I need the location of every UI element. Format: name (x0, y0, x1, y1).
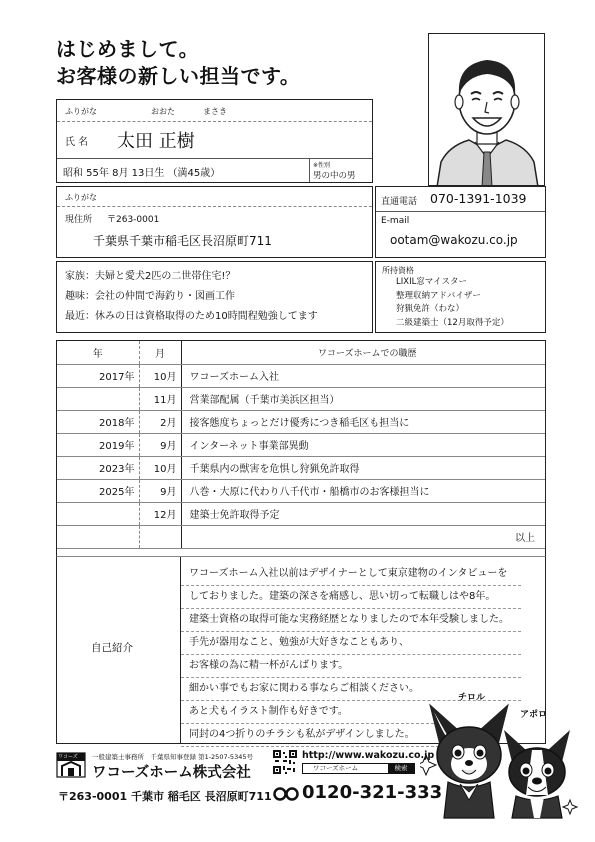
page-heading (56, 36, 300, 90)
name-block (56, 99, 373, 183)
intro-line: お客様の為に精一杯がんばります。 (181, 655, 521, 678)
heading-line-1: はじめまして。 (56, 37, 200, 61)
history-month: 9月 (139, 433, 181, 456)
history-year (57, 387, 139, 410)
history-table (56, 340, 546, 557)
furigana-row (57, 100, 372, 122)
email-label: E-mail (381, 216, 410, 226)
history-text: インターネット事業部異動 (181, 433, 545, 456)
history-end: 以上 (181, 525, 545, 548)
intro-label-cell (57, 557, 181, 743)
history-text: 千葉県内の獣害を危惧し狩猟免許取得 (181, 456, 545, 479)
dog-label-apollo: アポロ (520, 710, 548, 720)
license-item: LIXIL窓マイスター (396, 277, 468, 287)
history-month: 12月 (139, 502, 181, 525)
address-label: 現住所 (65, 215, 93, 225)
address-value: 千葉県千葉市稲毛区長沼原町711 (93, 234, 272, 248)
address-furigana-row (57, 187, 372, 207)
history-text: 八巻・大原に代わり八千代市・船橋市のお客様担当に (181, 479, 545, 502)
history-text: 営業部配属（千葉市美浜区担当） (181, 387, 545, 410)
history-year: 2019年 (57, 433, 139, 456)
intro-line: あと犬もイラスト制作も好きです。 (181, 701, 449, 724)
intro-line: 同封の4つ折りのチラシも私がデザインしました。 (181, 724, 449, 747)
history-row (57, 410, 545, 433)
full-name: 太田 正樹 (117, 131, 195, 152)
history-row (57, 433, 545, 456)
license-label: 所持資格 (382, 266, 414, 275)
history-year: 2018年 (57, 410, 139, 433)
intro-line: しておりました。建築の深さを痛感し、思い切って転職しはや8年。 (181, 586, 521, 609)
intro-label: 自己紹介 (91, 642, 133, 654)
intro-line: 手先が器用なこと、勉強が大好きなこともあり、 (181, 632, 521, 655)
company-address: 〒263-0001 千葉市 稲毛区 長沼原町711 (58, 790, 272, 803)
license-item: 狩猟免許（わな） (396, 304, 465, 314)
contact-block (375, 186, 546, 258)
history-month: 10月 (139, 456, 181, 479)
postal-code: 〒263-0001 (107, 215, 160, 225)
gender-label: ※性別 (313, 162, 331, 169)
furigana-label: ふりがな (65, 107, 97, 116)
portrait-photo (428, 33, 545, 186)
license-registration: 一般建築士事務所 千葉県知事登録 第1-2507-5345号 (92, 753, 253, 761)
address-block (56, 186, 373, 258)
history-text: 接客態度ちょっとだけ優秀につき稲毛区も担当に (181, 410, 545, 433)
history-row (57, 387, 545, 410)
history-row (57, 525, 545, 548)
portrait-illustration (429, 34, 545, 186)
company-name: ワコーズホーム株式会社 (92, 765, 251, 781)
history-month: 2月 (139, 410, 181, 433)
header-year: 年 (57, 341, 139, 364)
name-row (57, 122, 372, 159)
intro-line: 細かい事でもお家に関わる事ならご相談ください。 (181, 678, 521, 701)
search-box[interactable] (302, 763, 415, 774)
dogs-illustration (420, 700, 580, 820)
history-month: 9月 (139, 479, 181, 502)
history-row (57, 456, 545, 479)
heading-line-2: お客様の新しい担当です。 (56, 64, 301, 88)
personal-block (56, 261, 373, 333)
phone-row (376, 187, 545, 212)
company-logo (56, 752, 86, 778)
furigana-family: おおた (151, 107, 175, 116)
dog-label-tirol: チロル (458, 693, 486, 703)
qr-code-icon[interactable] (273, 750, 297, 774)
intro-line: ワコーズホーム入社以前はデザイナーとして東京建物のインタビューを (181, 563, 521, 586)
header-title: ワコーズホームでの職歴 (181, 341, 545, 364)
gender-cell (309, 159, 372, 182)
license-list (396, 276, 509, 330)
history-row (57, 364, 545, 387)
search-button[interactable]: 検索 (388, 764, 414, 773)
phone-number[interactable]: 070-1391-1039 (430, 191, 527, 206)
furigana-given: まさき (203, 107, 227, 116)
email-address[interactable]: ootam@wakozu.co.jp (390, 233, 518, 247)
hobby-line: 趣味：会社の仲間で海釣り・図画工作 (65, 291, 235, 302)
search-box-text: ワコーズホーム (313, 764, 359, 772)
history-text: 建築士免許取得予定 (181, 502, 545, 525)
website-url[interactable]: http://www.wakozu.co.jp (302, 750, 435, 761)
history-year (57, 525, 139, 548)
intro-line: 建築士資格の取得可能な実務経歴となりましたので本年受験しました。 (181, 609, 521, 632)
history-row (57, 479, 545, 502)
birth-date: 昭和 55年 8月 13日生 （満45歳） (63, 168, 221, 179)
birth-row (57, 159, 372, 182)
recent-line: 最近：休みの日は資格取得のため10時間程勉強してます (65, 311, 318, 322)
name-label: 氏 名 (65, 137, 89, 148)
license-item: 整理収納アドバイザー (396, 290, 481, 301)
history-month: 11月 (139, 387, 181, 410)
history-year: 2017年 (57, 364, 139, 387)
license-block (375, 261, 546, 333)
history-month: 10月 (139, 364, 181, 387)
license-item: 二級建築士（12月取得予定） (396, 317, 509, 328)
freedial-number[interactable]: 0120-321-333 (302, 782, 443, 803)
address-furigana-label: ふりがな (65, 193, 97, 202)
freedial-icon (273, 786, 299, 802)
header-month: 月 (139, 341, 181, 364)
history-year: 2025年 (57, 479, 139, 502)
gender-value: 男の中の男 (313, 171, 356, 181)
history-year: 2023年 (57, 456, 139, 479)
phone-label: 直通電話 (381, 197, 418, 207)
history-year (57, 502, 139, 525)
history-text: ワコーズホーム入社 (181, 364, 545, 387)
history-header-row (57, 341, 545, 364)
history-month (139, 525, 181, 548)
family-line: 家族：夫婦と愛犬2匹の二世帯住宅!？ (65, 271, 236, 282)
history-row (57, 502, 545, 525)
logo-text: ワコーズ (58, 754, 78, 760)
